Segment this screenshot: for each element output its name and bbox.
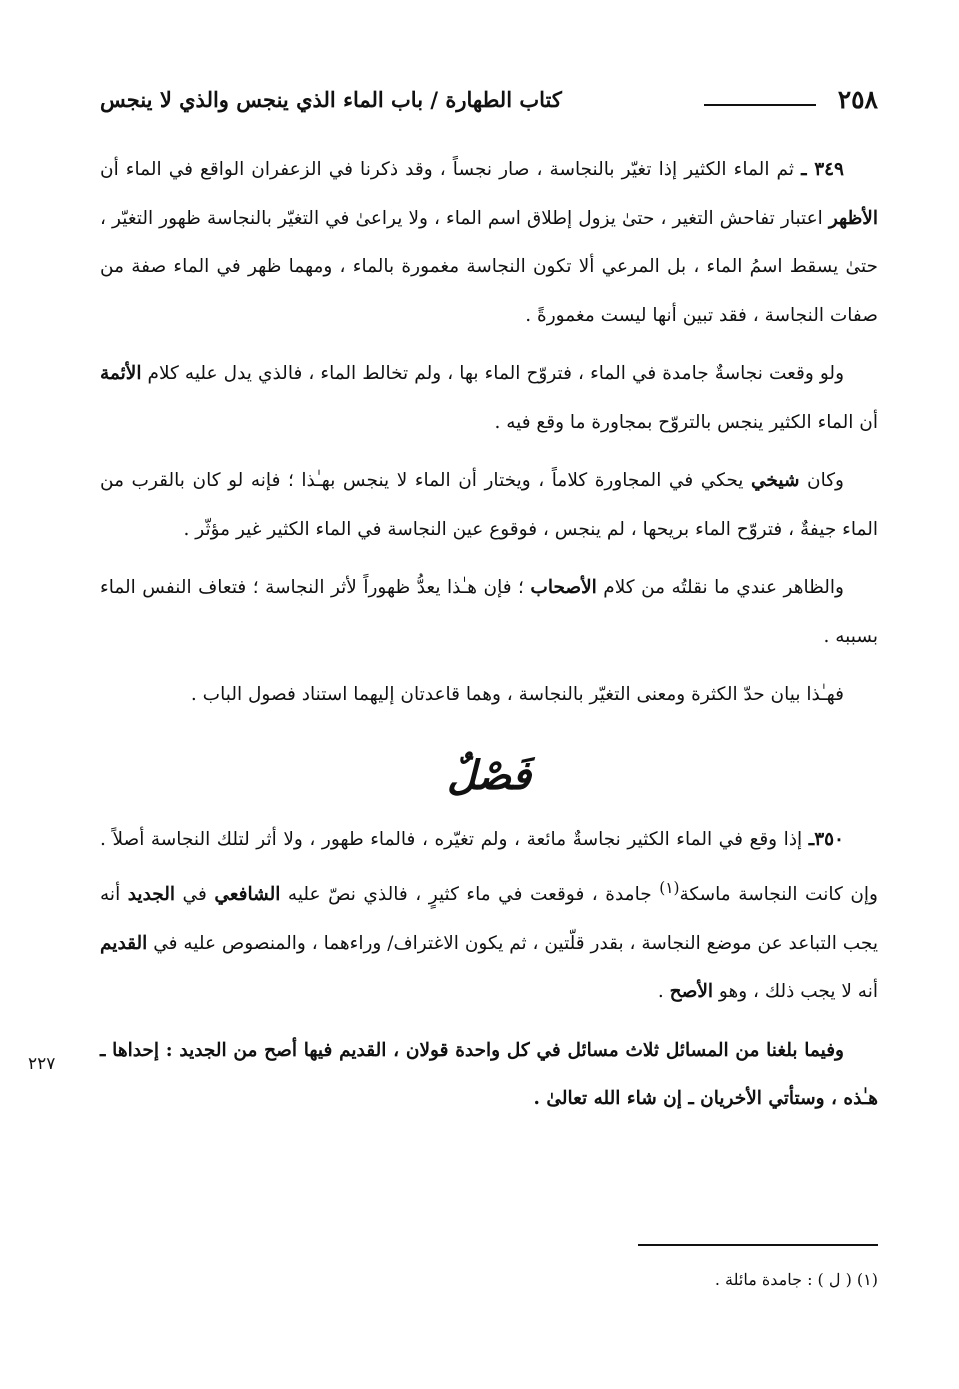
emphasis-term: الأصحاب xyxy=(530,577,597,598)
emphasis-term: شيخي xyxy=(751,470,800,491)
paragraph-text: أنه لا يجب ذلك ، وهو xyxy=(713,981,878,1003)
paragraph-text: جامدة ، فوقعت في ماء كثيرٍ ، فالذي نصّ عليه xyxy=(280,884,660,906)
margin-page-reference: ٢٢٧ xyxy=(28,1054,56,1074)
footnote-rule xyxy=(638,1244,878,1246)
paragraph-text: أنه يجب التباعد عن موضع النجاسة ، بقدر قلّتين ، ثم يكون الاغتراف/ وراءهما ، والمنصوص عليه في xyxy=(100,884,878,954)
paragraph-349 xyxy=(100,146,878,340)
paragraph-text: . xyxy=(657,981,670,1003)
paragraph-text: إذا وقع في الماء الكثير نجاسةٌ مائعة ، ولم تغيّره ، فالماء طهور ، ولا أثر لتلك النجاسة أصلاً . وإن كانت النجاسة ماسكة xyxy=(100,828,878,906)
paragraph xyxy=(100,457,878,554)
emphasis-term: الأظهر xyxy=(828,207,878,229)
paragraph-number: ٣٥٠ـ xyxy=(808,828,844,850)
paragraph-text: ثم الماء الكثير إذا تغيّر بالنجاسة ، صار نجساً ، وقد ذكرنا في الزعفران الواقع في الماء أن xyxy=(100,159,795,180)
paragraph-text: اعتبار تفاحش التغير ، حتىٰ يزول إطلاق اسم الماء ، ولا يراعىٰ في التغيّر بالنجاسة ظهور التغيّر ، حتىٰ يسقط اسمُ الماء ، بل المرعي ألا تكون النجاسة مغمورة بالماء ، ومهما ظهر في الماء صفة من صفات النجاسة ، فقد تبين أنها ليست مغمورةً . xyxy=(100,207,878,326)
header-rule xyxy=(704,104,816,106)
paragraph xyxy=(100,350,878,447)
paragraph-number: ٣٤٩ ـ xyxy=(801,159,844,180)
paragraph-text: أن الماء الكثير ينجس بالتروّح بمجاورة ما وقع فيه . xyxy=(494,411,878,433)
body-text xyxy=(100,146,878,1134)
page-header xyxy=(100,78,878,122)
emphasis-term: الجديد xyxy=(127,884,176,906)
paragraph xyxy=(100,564,878,661)
paragraph xyxy=(100,1027,878,1124)
paragraph xyxy=(100,671,878,720)
paragraph-text: ولو وقعت نجاسةٌ جامدة في الماء ، فتروّح الماء بها ، ولم تخالط الماء ، فالذي يدل عليه كلام xyxy=(141,363,844,384)
paragraph-text: وكان xyxy=(799,470,844,491)
emphasis-term: القديم xyxy=(100,932,148,954)
emphasis-term: الشافعي xyxy=(214,884,281,906)
paragraph-text: يحكي في المجاورة كلاماً ، ويختار أن الماء لا ينجس بهـٰذا ؛ فإنه لو كان بالقرب من الماء جيفةٌ ، فتروّح الماء بريحها ، لم ينجس ، فوقوع عين النجاسة في الماء الكثير غير مؤثّر . xyxy=(100,470,878,540)
emphasis-term: الأئمة xyxy=(100,363,142,384)
paragraph-text: ؛ فإن هـٰذا يعدُّ ظهوراً لأثر النجاسة ؛ فتعاف النفس الماء بسببه . xyxy=(100,577,878,647)
footnote: (١) ( ل ) : جامدة مائلة . xyxy=(714,1270,878,1289)
paragraph-text: في xyxy=(175,884,215,906)
footnote-marker: (١) xyxy=(659,879,680,897)
paragraph-text: وفيما بلغنا من المسائل ثلاث مسائل في كل واحدة قولان ، القديم فيها أصح من الجديد : إحداها ـ هـٰذه ، وستأتي الأخريان ـ إن شاء الله تعالىٰ . xyxy=(100,1039,878,1110)
running-title: كتاب الطهارة / باب الماء الذي ينجس والذي لا ينجس xyxy=(100,87,562,112)
page-number: ٢٥٨ xyxy=(837,85,878,114)
paragraph-text: والظاهر عندي ما نقلتُه من كلام xyxy=(596,577,844,598)
paragraph-350 xyxy=(100,816,878,1017)
section-heading: فَصْلٌ xyxy=(446,751,532,799)
emphasis-term: الأصح xyxy=(669,981,714,1003)
paragraph-text: فهـٰذا بيان حدّ الكثرة ومعنى التغيّر بالنجاسة ، وهما قاعدتان إليهما استناد فصول الباب . xyxy=(190,684,844,705)
